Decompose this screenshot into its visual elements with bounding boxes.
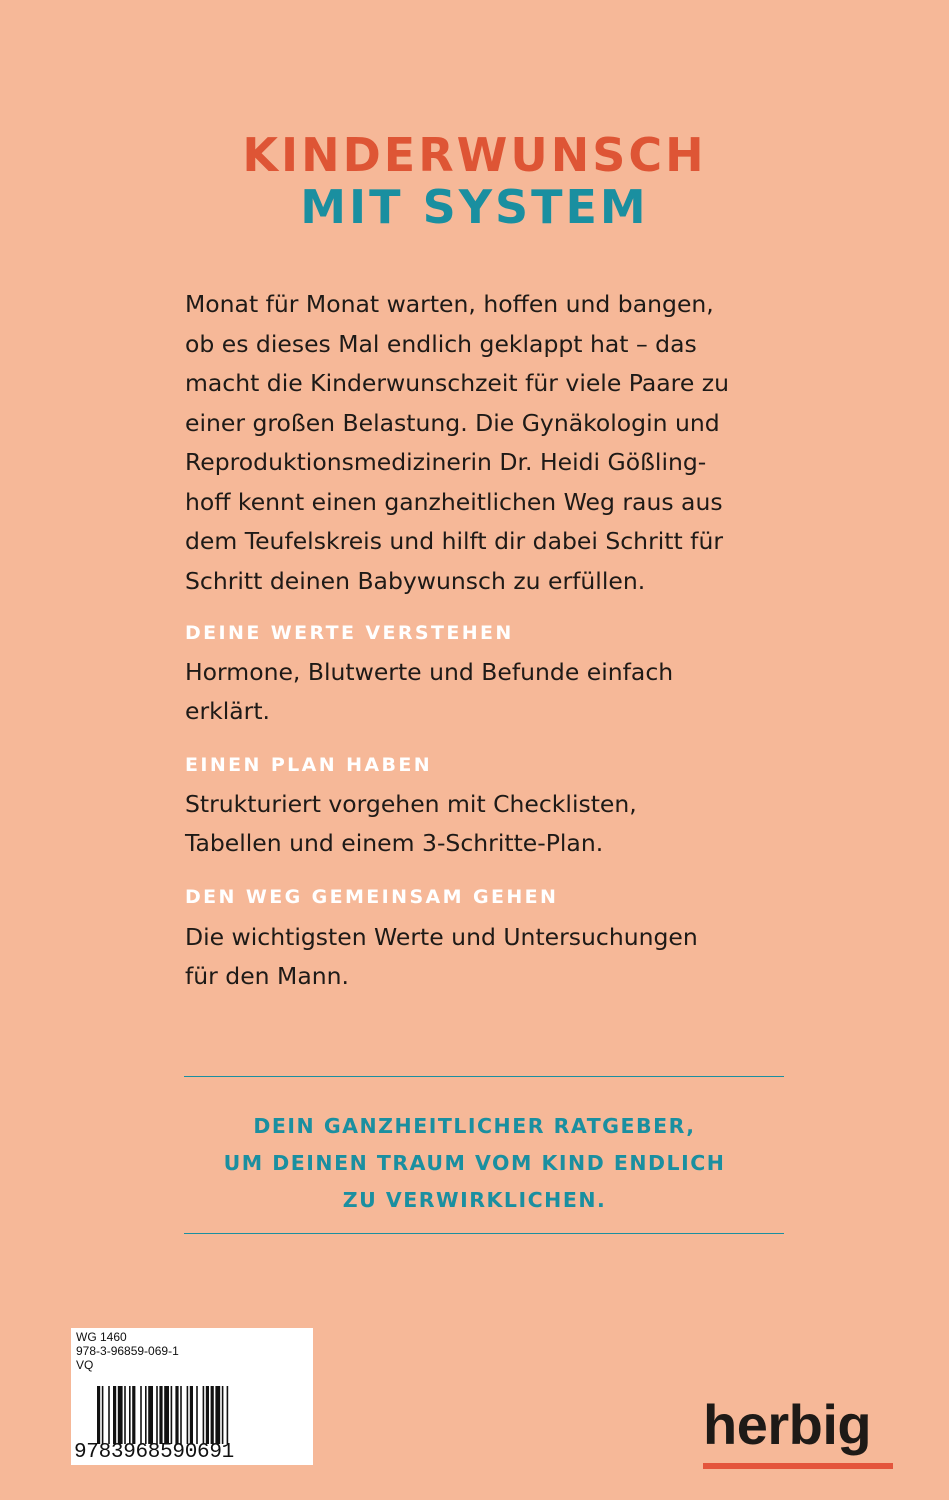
section-heading-values: DEINE WERTE VERSTEHEN <box>185 622 514 644</box>
title-line-1: KINDERWUNSCH <box>242 128 707 182</box>
section-line: Die wichtigsten Werte und Untersuchungen <box>185 923 698 951</box>
intro-line: dem Teufelskreis und hilft dir dabei Schritt für <box>185 527 723 555</box>
intro-line: Reproduktionsmedizinerin Dr. Heidi Gößling- <box>185 448 707 476</box>
publisher-logo: herbig <box>703 1393 872 1456</box>
barcode-icon <box>97 1386 307 1444</box>
logo-underline <box>703 1463 893 1469</box>
vq-code: VQ <box>76 1358 94 1372</box>
tagline <box>0 1108 949 1219</box>
section-heading-plan: EINEN PLAN HABEN <box>185 754 433 776</box>
barcode-label <box>71 1328 313 1465</box>
intro-line: hoff kennt einen ganzheitlichen Weg raus aus <box>185 487 723 516</box>
intro-line: Monat für Monat warten, hoffen und bangen, <box>185 290 714 318</box>
intro-line: einer großen Belastung. Die Gynäkologin und <box>185 408 720 437</box>
tagline-line: UM DEINEN TRAUM VOM KIND ENDLICH <box>223 1151 726 1175</box>
section-line: erklärt. <box>185 697 271 725</box>
tagline-line: DEIN GANZHEITLICHER RATGEBER, <box>253 1114 696 1138</box>
wg-code: WG 1460 <box>76 1330 127 1344</box>
section-heading-together: DEN WEG GEMEINSAM GEHEN <box>185 886 559 908</box>
intro-line: ob es dieses Mal endlich geklappt hat – das <box>185 329 697 358</box>
intro-line: Schritt deinen Babywunsch zu erfüllen. <box>185 566 646 595</box>
divider-top <box>184 1076 784 1077</box>
section-line: Strukturiert vorgehen mit Checklisten, <box>185 790 637 818</box>
intro-line: macht die Kinderwunschzeit für viele Paare zu <box>185 369 729 397</box>
divider-bottom <box>184 1233 784 1234</box>
section-line: Hormone, Blutwerte und Befunde einfach <box>185 658 674 686</box>
section-text-values <box>185 653 775 731</box>
intro-paragraph <box>185 285 785 601</box>
title-line-2: MIT SYSTEM <box>300 180 649 234</box>
section-text-together <box>185 918 775 996</box>
isbn-text: 978-3-96859-069-1 <box>76 1344 179 1358</box>
section-line: Tabellen und einem 3-Schritte-Plan. <box>185 829 604 857</box>
tagline-line: ZU VERWIRKLICHEN. <box>342 1188 607 1212</box>
barcode-digits: 9783968590691 <box>74 1441 234 1464</box>
section-line: für den Mann. <box>185 962 349 990</box>
section-text-plan <box>185 785 775 863</box>
